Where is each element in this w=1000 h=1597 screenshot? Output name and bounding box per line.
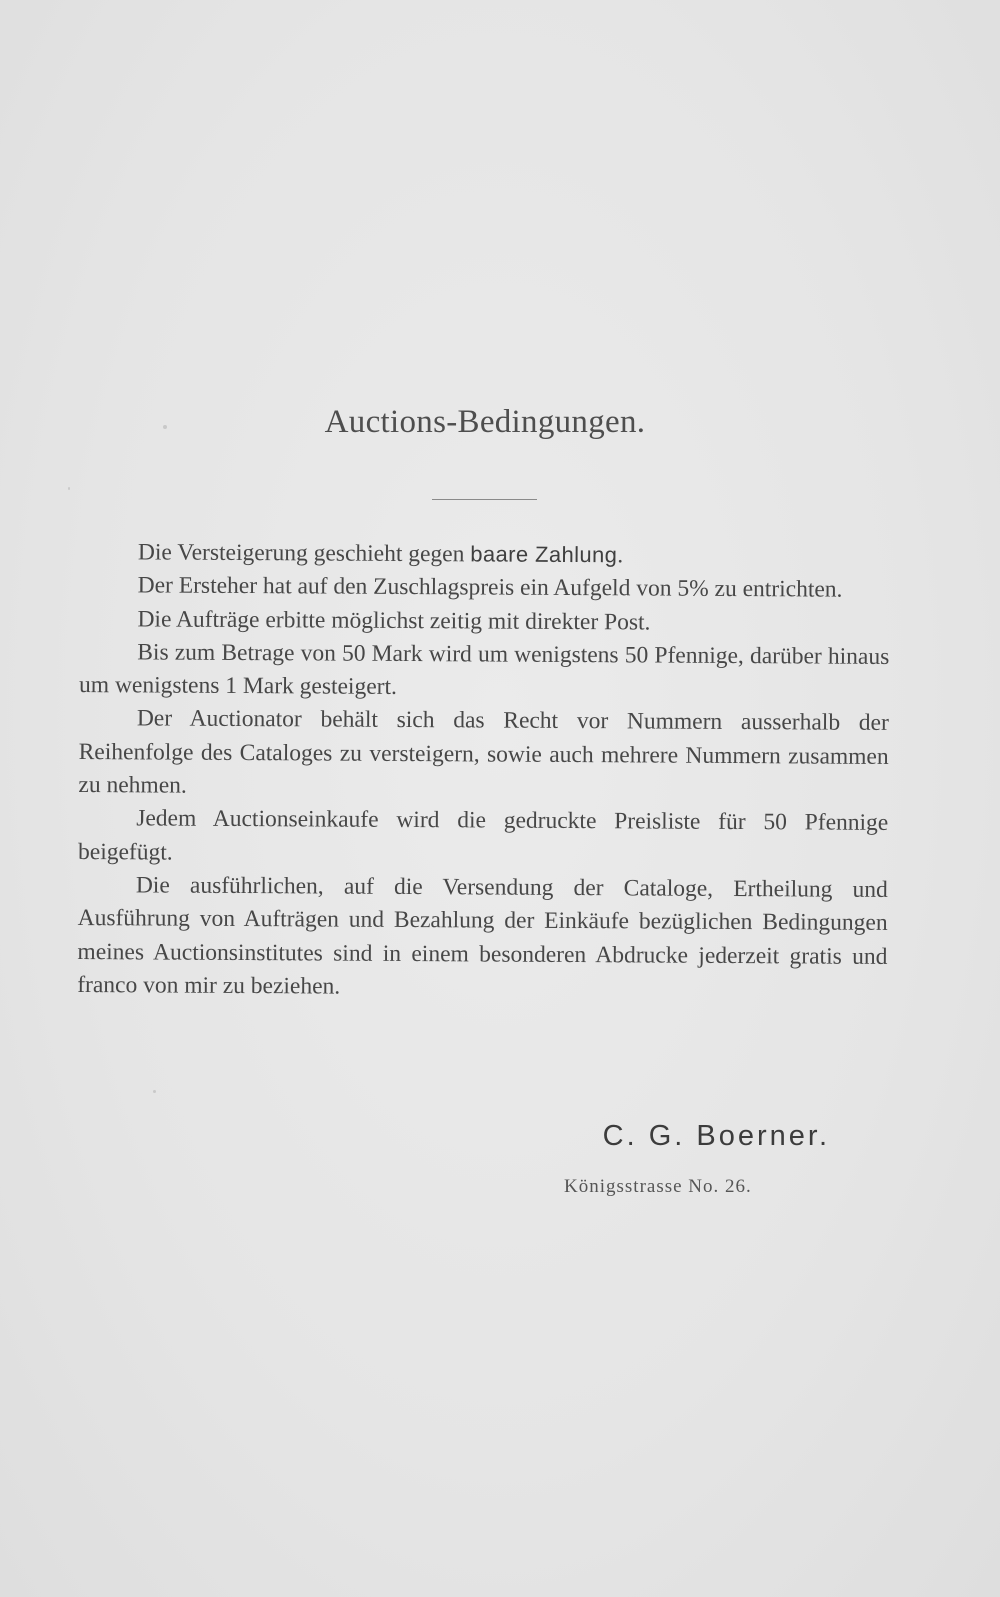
title-divider <box>432 499 537 500</box>
paragraph-payment-end: . <box>617 542 624 569</box>
paragraph-auctioneer-rights: Der Auctionator behält sich das Recht vor Nummern ausserhalb der Reihenfolge des Cataloges zu versteigern, sowie auch mehrere Nummern zusammen zu nehmen. <box>78 705 889 799</box>
address-line: Königsstrasse No. 26. <box>564 1176 752 1197</box>
paper-speck <box>68 487 70 490</box>
page-title: Auctions-Bedingungen. <box>324 404 646 440</box>
paragraph-payment-lead: Die Versteigerung geschieht gegen <box>137 539 471 568</box>
signature: C. G. Boerner. <box>602 1120 830 1152</box>
conditions-text <box>77 535 890 1007</box>
paragraph-detailed-conditions: Die ausführlichen, auf die Versendung der Cataloge, Ertheilung und Ausführung von Aufträgen und Bezahlung der Einkäufe bezüglichen Bedingungen meines Auctionsinstitutes sind in einem besonderen Abdrucke jederzeit gratis und franco von mir zu beziehen. <box>77 872 888 1000</box>
paragraph-premium: Der Ersteher hat auf den Zuschlagspreis ein Aufgeld von 5% zu entrichten. <box>137 572 843 603</box>
paragraph-price-list: Jedem Auctionseinkaufe wird die gedruckte Preisliste für 50 Pfennige beigefügt. <box>77 805 889 866</box>
paper-speck <box>153 1090 156 1093</box>
payment-emphasis: baare Zahlung <box>470 541 618 568</box>
paragraph-increments: Bis zum Betrage von 50 Mark wird um wenigstens 50 Pfennige, darüber hinaus um wenigstens 1 Mark gesteigert. <box>79 639 890 701</box>
paper-speck <box>163 425 167 429</box>
paragraph-payment <box>80 535 890 574</box>
paragraph-orders: Die Aufträge erbitte möglichst zeitig mit direkter Post. <box>137 605 651 636</box>
